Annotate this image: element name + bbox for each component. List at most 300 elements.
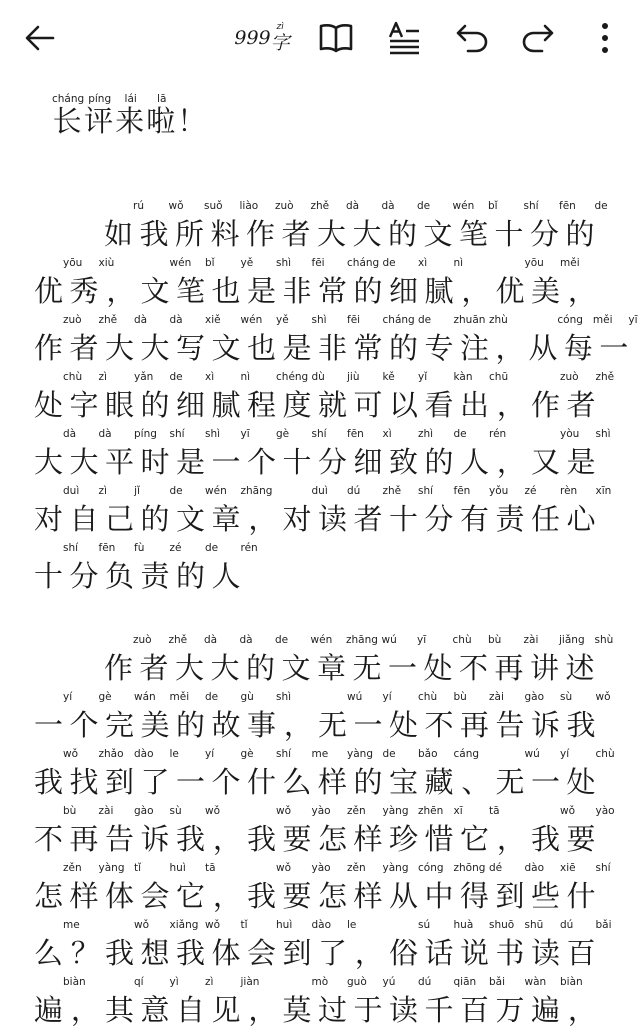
pinyin: qiān: [453, 976, 477, 988]
pinyin: sù: [560, 691, 573, 703]
hanzi: 注: [460, 331, 490, 365]
hanzi: 不: [424, 708, 454, 742]
pinyin: kě: [382, 371, 395, 383]
pinyin: biàn: [63, 976, 86, 988]
pinyin: bǎi: [489, 976, 506, 988]
pinyin-char: [282, 919, 332, 972]
pinyin-char: [282, 862, 331, 915]
hanzi: 我: [176, 936, 206, 970]
hanzi: 到: [105, 765, 135, 799]
hanzi: ，: [212, 879, 242, 913]
pinyin: gào: [524, 691, 545, 703]
pinyin-char: [566, 862, 611, 915]
pinyin: zhì: [418, 428, 434, 440]
hanzi: 会: [140, 879, 170, 913]
pinyin-char: [318, 919, 357, 972]
format-button[interactable]: [382, 18, 426, 58]
pinyin: me: [311, 748, 329, 760]
pinyin-char: [34, 862, 82, 915]
pinyin-char: [528, 314, 583, 367]
pinyin-char: [389, 805, 444, 858]
pinyin-char: [105, 542, 145, 595]
text-line: [34, 687, 614, 744]
pinyin: zěn: [347, 862, 366, 874]
hanzi: 字: [69, 388, 99, 422]
hanzi: 处: [423, 651, 453, 685]
pinyin-char: [140, 691, 190, 744]
hanzi: 腻: [424, 274, 454, 308]
pinyin: tǐ: [240, 919, 248, 931]
hanzi: 所: [175, 217, 205, 251]
pinyin: yàng: [382, 805, 409, 817]
text-line: [34, 538, 614, 595]
pinyin: píng: [134, 428, 157, 440]
hanzi: 的: [389, 331, 419, 365]
hanzi: 么: [34, 936, 64, 970]
text-line: [34, 253, 614, 310]
pinyin-char: [531, 976, 583, 1029]
pinyin: suǒ: [204, 200, 223, 212]
pinyin-char: [531, 428, 580, 481]
pinyin: shì: [276, 257, 292, 269]
pinyin: yě: [240, 257, 254, 269]
pinyin: dú: [418, 976, 432, 988]
pinyin-char: [353, 748, 396, 801]
redo-button[interactable]: [516, 18, 560, 58]
hanzi: 十: [494, 217, 524, 251]
pinyin-char: [389, 691, 438, 744]
pinyin-char: [34, 919, 80, 972]
pinyin-char: [34, 691, 73, 744]
hanzi: 十: [34, 559, 64, 593]
pinyin-char: [282, 805, 331, 858]
hanzi: 的: [353, 765, 383, 799]
hanzi: 有: [460, 502, 490, 536]
pinyin: yǒu: [489, 485, 509, 497]
pinyin: yàng: [98, 862, 125, 874]
pinyin: wén: [205, 485, 227, 497]
pinyin: wén: [169, 257, 192, 269]
pinyin: zuò: [275, 200, 294, 212]
hanzi: 优: [34, 274, 64, 308]
pinyin: cháng: [347, 257, 380, 269]
more-button[interactable]: [590, 18, 620, 58]
hanzi: 责: [140, 559, 170, 593]
pinyin: xiù: [98, 257, 115, 269]
hanzi: 心: [566, 502, 596, 536]
hanzi: 者: [281, 217, 311, 251]
pinyin: dà: [204, 634, 218, 646]
undo-button[interactable]: [450, 18, 494, 58]
pinyin: yí: [560, 748, 570, 760]
pinyin-char: [531, 371, 579, 424]
pinyin-char: [496, 315, 528, 367]
pinyin-char: [424, 862, 486, 915]
pinyin: nì: [240, 371, 251, 383]
pinyin: zài: [98, 805, 114, 817]
pinyin-char: [247, 977, 282, 1029]
pinyin: zhě: [310, 200, 330, 212]
pinyin-char: [317, 634, 378, 687]
pinyin-char: [69, 314, 118, 367]
pinyin: gè: [240, 748, 254, 760]
hanzi: 遍: [531, 993, 561, 1027]
pinyin: shù: [594, 634, 614, 646]
pinyin: jiàn: [240, 976, 260, 988]
hanzi: 其: [105, 993, 135, 1027]
pinyin-char: [423, 634, 472, 687]
pinyin: zhě: [595, 371, 615, 383]
hanzi: 它: [460, 822, 490, 856]
pinyin: yì: [169, 976, 179, 988]
hanzi: ，: [106, 274, 136, 308]
text-line: [34, 801, 614, 858]
hanzi: 细: [353, 445, 383, 479]
pinyin-char: [210, 200, 259, 253]
hanzi: 了: [140, 765, 170, 799]
pinyin: xī: [453, 805, 463, 817]
essay-title: [52, 94, 208, 140]
pinyin-char: [424, 371, 473, 424]
pinyin: [526, 805, 529, 817]
hanzi: 么: [282, 765, 312, 799]
pinyin: [384, 919, 387, 931]
redo-icon: [520, 22, 556, 54]
pinyin: dà: [239, 634, 253, 646]
hanzi: 者: [566, 388, 596, 422]
pinyin: dà: [381, 200, 395, 212]
hanzi: 美: [531, 274, 561, 308]
hanzi: 过: [318, 993, 348, 1027]
pinyin-char: [115, 93, 147, 138]
hanzi: 无: [495, 765, 525, 799]
pinyin-char: [389, 919, 431, 972]
pinyin: de: [382, 748, 396, 760]
pinyin-char: [140, 919, 199, 972]
hanzi: 平: [105, 445, 135, 479]
pinyin: wǒ: [276, 862, 292, 874]
hanzi: 要: [282, 822, 312, 856]
pinyin: zé: [524, 485, 537, 497]
pinyin: fēn: [98, 542, 116, 554]
pinyin-char: [318, 805, 366, 858]
hanzi: 腻: [211, 388, 241, 422]
hanzi: 出: [460, 388, 490, 422]
hanzi: 我: [247, 822, 277, 856]
pinyin: zì: [98, 371, 107, 383]
hanzi: 常: [318, 274, 348, 308]
pinyin: fēn: [347, 428, 364, 440]
hanzi: ，: [495, 331, 525, 365]
hanzi: 见: [211, 993, 241, 1027]
pinyin: shì: [311, 314, 327, 326]
hanzi: 大: [317, 217, 347, 251]
pinyin: bù: [453, 691, 467, 703]
pinyin-char: [211, 257, 254, 310]
pinyin: wú: [381, 634, 397, 646]
hanzi: 的: [388, 217, 418, 251]
pinyin: biàn: [560, 976, 583, 988]
hanzi: 从: [528, 331, 558, 365]
pinyin-char: [139, 200, 184, 253]
pinyin: zé: [169, 542, 182, 554]
hanzi: 分: [530, 217, 560, 251]
hanzi: 告: [495, 708, 525, 742]
pinyin: fēn: [453, 485, 471, 497]
pinyin-char: [389, 485, 434, 538]
hanzi: ，: [212, 822, 242, 856]
hanzi: 美: [140, 708, 170, 742]
pinyin: cháng: [52, 93, 85, 105]
pinyin: zěn: [347, 805, 366, 817]
hanzi: 每: [563, 331, 593, 365]
pinyin: wǒ: [134, 919, 150, 931]
pinyin-char: [176, 976, 214, 1029]
hanzi: 无: [318, 708, 348, 742]
pinyin: dú: [560, 919, 574, 931]
pinyin: de: [418, 314, 432, 326]
hanzi: 秀: [69, 274, 99, 308]
hanzi: 人: [460, 445, 490, 479]
book-button[interactable]: [314, 18, 358, 58]
hanzi: 样: [353, 822, 383, 856]
pinyin: [597, 257, 600, 269]
pinyin: fēi: [311, 257, 325, 269]
pinyin: wǒ: [276, 805, 292, 817]
pinyin-char: [176, 691, 219, 744]
hanzi: 处: [389, 708, 419, 742]
pinyin: [490, 748, 493, 760]
pinyin-char: [282, 976, 329, 1029]
text-format-icon: [386, 21, 422, 55]
pinyin: cóng: [418, 862, 444, 874]
pinyin-char: [495, 257, 544, 310]
pinyin: tā: [205, 862, 216, 874]
pinyin: dà: [134, 314, 148, 326]
hanzi: 话: [424, 936, 454, 970]
hanzi: 我: [139, 217, 169, 251]
hanzi: 个: [211, 765, 241, 799]
pinyin-char: [247, 371, 309, 424]
pinyin: zhě: [98, 314, 118, 326]
hanzi: 样: [318, 765, 348, 799]
pinyin-char: [105, 805, 154, 858]
pinyin: wén: [240, 314, 263, 326]
pinyin: zhuān: [453, 314, 486, 326]
pinyin: fù: [134, 542, 145, 554]
hanzi: 文: [423, 217, 453, 251]
pinyin-char: [140, 542, 182, 595]
pinyin: shí: [523, 200, 539, 212]
pinyin: zhě: [168, 634, 188, 646]
hanzi: 个: [247, 445, 277, 479]
pinyin: cáng: [453, 748, 480, 760]
pinyin: de: [382, 257, 396, 269]
pinyin-char: [211, 428, 250, 481]
pinyin: lái: [115, 93, 147, 105]
pinyin-char: [281, 200, 330, 253]
hanzi: 、: [461, 765, 491, 799]
pinyin-char: [460, 805, 500, 858]
pinyin: me: [63, 919, 80, 931]
hanzi: 大: [140, 331, 170, 365]
text-line: [34, 744, 614, 801]
pinyin-char: [176, 748, 215, 801]
pinyin-char: [496, 372, 531, 424]
pinyin-char: [567, 258, 602, 310]
pinyin: yōu: [524, 257, 544, 269]
text-line: [34, 367, 614, 424]
hanzi: 如: [104, 217, 134, 251]
hanzi: 自: [176, 993, 206, 1027]
pinyin-char: [34, 805, 77, 858]
pinyin-char: [69, 748, 124, 801]
hanzi: 十: [282, 445, 312, 479]
pinyin-char: [140, 976, 179, 1029]
pinyin: guò: [347, 976, 367, 988]
text-line: [34, 858, 614, 915]
hanzi: ，: [248, 993, 278, 1027]
pinyin: huà: [453, 919, 474, 931]
pinyin-char: [317, 200, 360, 253]
hanzi: 珍: [389, 822, 419, 856]
pinyin: zhāng: [346, 634, 378, 646]
pinyin: wú: [347, 691, 363, 703]
pinyin-char: [176, 428, 221, 481]
pinyin: zuò: [560, 371, 579, 383]
pinyin: wǒ: [205, 805, 221, 817]
hanzi: 非: [282, 274, 312, 308]
hanzi: 者: [353, 502, 383, 536]
hanzi: 长: [52, 104, 85, 138]
pinyin-char: [34, 314, 82, 367]
pinyin-char: [176, 257, 215, 310]
char-count: [232, 18, 292, 58]
pinyin: zài: [523, 634, 539, 646]
pinyin: fēn: [559, 200, 576, 212]
pinyin: [242, 805, 245, 817]
hanzi: 又: [531, 445, 561, 479]
hanzi: 分: [424, 502, 454, 536]
hanzi: 的: [140, 388, 170, 422]
arrow-left-icon: [23, 21, 57, 55]
hanzi: 常: [353, 331, 383, 365]
hanzi: 笔: [176, 274, 206, 308]
pinyin: dào: [524, 862, 545, 874]
pinyin-char: [34, 485, 80, 538]
hanzi: 来: [115, 104, 147, 138]
pinyin: shí: [169, 428, 185, 440]
pinyin-char: [565, 634, 614, 687]
pinyin: bǐ: [488, 200, 498, 212]
pinyin: rú: [133, 200, 144, 212]
pinyin: shí: [311, 428, 327, 440]
pinyin: gào: [134, 805, 154, 817]
pinyin: zhù: [489, 314, 508, 326]
pinyin-char: [247, 486, 282, 538]
pinyin-char: [139, 634, 188, 687]
pinyin: yào: [311, 862, 331, 874]
pinyin: [490, 257, 493, 269]
pinyin-char: [211, 371, 251, 424]
hanzi: 的: [176, 708, 206, 742]
hanzi: ！: [177, 104, 209, 138]
pinyin: yě: [276, 314, 289, 326]
hanzi: ，: [283, 708, 313, 742]
pinyin-char: [567, 977, 602, 1029]
hanzi: 要: [566, 822, 596, 856]
hanzi: ，: [248, 502, 278, 536]
pinyin-char: [175, 200, 223, 253]
hanzi: 一: [211, 445, 241, 479]
pinyin-char: [599, 314, 638, 367]
pinyin: zěn: [63, 862, 82, 874]
pinyin: yī: [417, 634, 427, 646]
pinyin-char: [210, 634, 253, 687]
pinyin-char: [530, 634, 585, 687]
pinyin-char: [460, 862, 503, 915]
hanzi: 我: [531, 822, 561, 856]
hanzi: 体: [105, 879, 135, 913]
hanzi: 大: [34, 445, 64, 479]
pinyin: yí: [205, 748, 215, 760]
pinyin: huì: [169, 862, 186, 874]
hanzi: 眼: [105, 388, 135, 422]
pinyin-char: [212, 806, 247, 858]
hanzi: 我: [566, 708, 596, 742]
pinyin-char: [353, 862, 409, 915]
pinyin: chù: [452, 634, 472, 646]
hanzi: 一: [353, 708, 383, 742]
pinyin-char: [460, 258, 495, 310]
pinyin: yí: [382, 691, 392, 703]
pinyin-char: [34, 257, 83, 310]
pinyin-char: [211, 485, 273, 538]
pinyin-char: [460, 976, 506, 1029]
pinyin-char: [424, 257, 464, 310]
pinyin: shì: [595, 428, 611, 440]
pinyin: jiù: [347, 371, 360, 383]
pinyin-char: [424, 691, 467, 744]
hanzi: 己: [105, 502, 135, 536]
pinyin-char: [495, 748, 540, 801]
pinyin: [525, 314, 528, 326]
more-vertical-icon: [600, 22, 610, 54]
hanzi: 十: [389, 502, 419, 536]
hanzi: 的: [246, 651, 276, 685]
hanzi: 体: [211, 936, 241, 970]
pinyin: měi: [592, 314, 613, 326]
pinyin: dà: [169, 314, 183, 326]
pinyin: xīn: [595, 485, 612, 497]
pinyin: de: [205, 691, 219, 703]
pinyin: wán: [134, 691, 156, 703]
pinyin-char: [69, 428, 112, 481]
back-button[interactable]: [20, 18, 60, 58]
hanzi: 笔: [459, 217, 489, 251]
hanzi: 想: [140, 936, 170, 970]
pinyin: wén: [310, 634, 333, 646]
hanzi: 样: [353, 879, 383, 913]
pinyin-char: [176, 805, 221, 858]
pinyin: [277, 485, 280, 497]
hanzi: 优: [495, 274, 525, 308]
pinyin-char: [140, 314, 183, 367]
pinyin: xì: [418, 257, 428, 269]
hanzi: 大: [105, 331, 135, 365]
pinyin: chù: [63, 371, 83, 383]
hanzi: 样: [69, 879, 99, 913]
